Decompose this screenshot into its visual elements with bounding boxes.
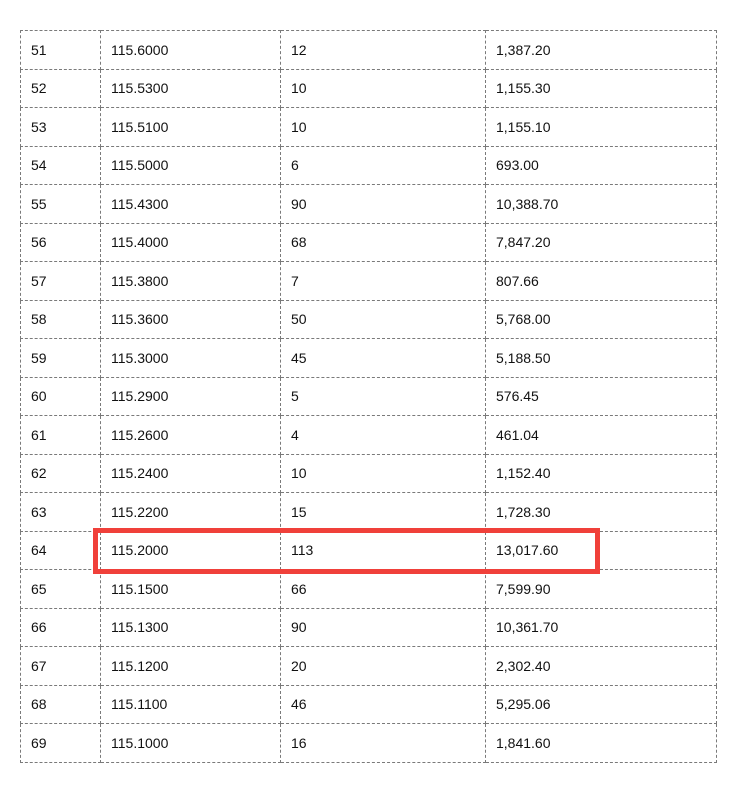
price-cell: 115.2000 [101,531,281,570]
table-row [21,185,717,224]
quantity-cell: 4 [281,416,486,455]
table-row [21,300,717,339]
quantity-cell: 46 [281,685,486,724]
table-row [21,146,717,185]
table-row [21,223,717,262]
amount-cell: 576.45 [486,377,717,416]
table-row [21,108,717,147]
table-row-highlighted [21,531,717,570]
price-cell: 115.3000 [101,339,281,378]
amount-cell: 1,155.30 [486,69,717,108]
amount-cell: 5,295.06 [486,685,717,724]
row-number-cell: 58 [21,300,101,339]
table-row [21,647,717,686]
quantity-cell: 5 [281,377,486,416]
row-number-cell: 57 [21,262,101,301]
table-row [21,570,717,609]
quantity-cell: 113 [281,531,486,570]
row-number-cell: 64 [21,531,101,570]
amount-cell: 10,388.70 [486,185,717,224]
row-number-cell: 67 [21,647,101,686]
price-cell: 115.2600 [101,416,281,455]
quantity-cell: 10 [281,69,486,108]
price-cell: 115.5300 [101,69,281,108]
quantity-cell: 90 [281,608,486,647]
price-cell: 115.1300 [101,608,281,647]
price-cell: 115.1200 [101,647,281,686]
price-cell: 115.1000 [101,724,281,763]
quantity-cell: 10 [281,454,486,493]
amount-cell: 2,302.40 [486,647,717,686]
row-number-cell: 65 [21,570,101,609]
quantity-cell: 50 [281,300,486,339]
amount-cell: 461.04 [486,416,717,455]
quantity-cell: 6 [281,146,486,185]
amount-cell: 1,152.40 [486,454,717,493]
price-cell: 115.6000 [101,31,281,70]
table-row [21,608,717,647]
row-number-cell: 53 [21,108,101,147]
table-row [21,339,717,378]
quantity-cell: 10 [281,108,486,147]
quantity-cell: 7 [281,262,486,301]
row-number-cell: 55 [21,185,101,224]
amount-cell: 1,841.60 [486,724,717,763]
amount-cell: 1,155.10 [486,108,717,147]
table-row [21,493,717,532]
row-number-cell: 62 [21,454,101,493]
row-number-cell: 61 [21,416,101,455]
quantity-cell: 16 [281,724,486,763]
amount-cell: 13,017.60 [486,531,717,570]
amount-cell: 693.00 [486,146,717,185]
amount-cell: 5,768.00 [486,300,717,339]
amount-cell: 1,387.20 [486,31,717,70]
price-cell: 115.5100 [101,108,281,147]
row-number-cell: 68 [21,685,101,724]
price-cell: 115.4300 [101,185,281,224]
price-cell: 115.3800 [101,262,281,301]
table-row [21,69,717,108]
table-row [21,262,717,301]
price-cell: 115.5000 [101,146,281,185]
row-number-cell: 51 [21,31,101,70]
table-row [21,685,717,724]
table-row [21,724,717,763]
amount-cell: 7,847.20 [486,223,717,262]
amount-cell: 7,599.90 [486,570,717,609]
table-row [21,31,717,70]
table-row [21,454,717,493]
price-cell: 115.1100 [101,685,281,724]
quantity-cell: 90 [281,185,486,224]
quantity-cell: 68 [281,223,486,262]
quantity-cell: 12 [281,31,486,70]
quantity-cell: 45 [281,339,486,378]
price-cell: 115.2400 [101,454,281,493]
row-number-cell: 56 [21,223,101,262]
price-cell: 115.2900 [101,377,281,416]
amount-cell: 5,188.50 [486,339,717,378]
row-number-cell: 63 [21,493,101,532]
transactions-table-body [21,31,717,763]
row-number-cell: 59 [21,339,101,378]
row-number-cell: 52 [21,69,101,108]
table-row [21,416,717,455]
amount-cell: 1,728.30 [486,493,717,532]
row-number-cell: 69 [21,724,101,763]
table-row [21,377,717,416]
price-cell: 115.2200 [101,493,281,532]
row-number-cell: 60 [21,377,101,416]
transactions-table [20,30,717,763]
quantity-cell: 15 [281,493,486,532]
amount-cell: 807.66 [486,262,717,301]
quantity-cell: 66 [281,570,486,609]
row-number-cell: 54 [21,146,101,185]
price-cell: 115.4000 [101,223,281,262]
amount-cell: 10,361.70 [486,608,717,647]
price-cell: 115.3600 [101,300,281,339]
quantity-cell: 20 [281,647,486,686]
price-cell: 115.1500 [101,570,281,609]
row-number-cell: 66 [21,608,101,647]
